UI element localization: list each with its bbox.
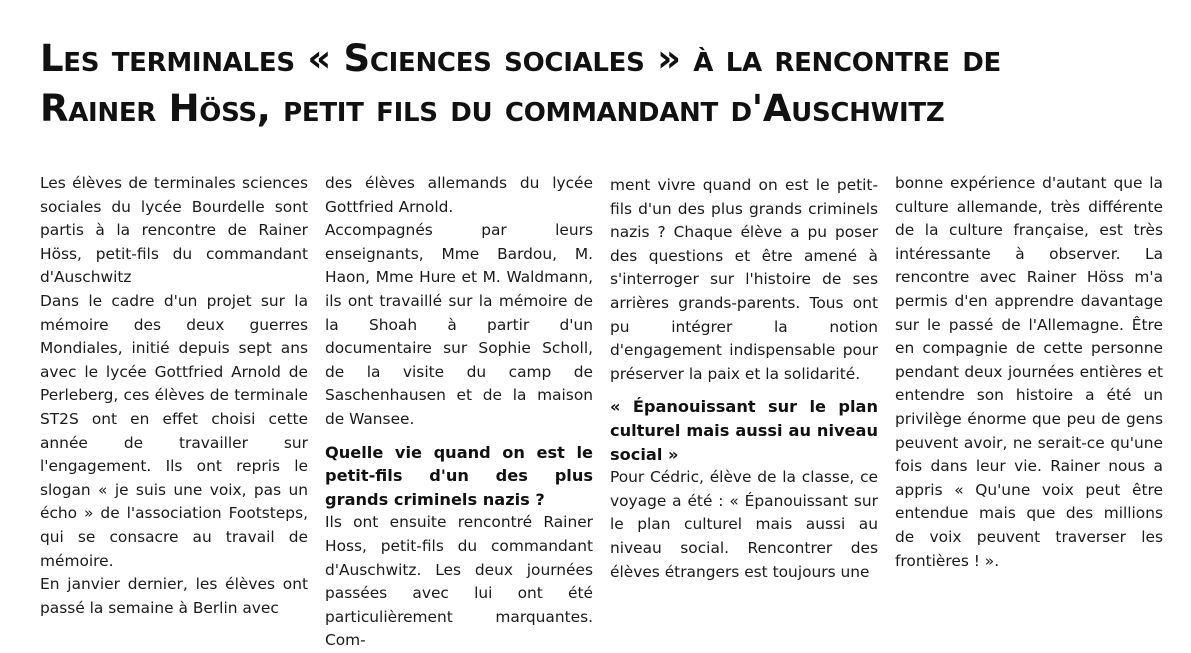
paragraph-continuation: des élèves allemands du lycée Gottfried Arnold. xyxy=(325,174,593,216)
paragraph-teachers: Accompagnés par leurs enseignants, Mme Bardou, M. Haon, Mme Hure et M. Waldmann, ils ont travaillé sur la mémoire de la Shoah à partir d'un documentaire sur Sophie Scholl, de la visite du camp de Saschenhausen et de la maison de Wansee. xyxy=(325,221,593,428)
paragraph-quote: bonne expérience d'autant que la culture allemande, très différente de la culture française, est très intéressante à observer. La rencontre avec Rainer Höss m'a permis d'en apprendre davantage sur le passé de l'Allemagne. Être en compagnie de cette personne pendant deux journées entières et entendre son histoire a été un privilège énorme que peu de gens peuvent avoir, ne serait-ce qu'une fois dans leur vie. Rainer nous a appris « Qu'une voix peut être entendue mais que des millions de voix peuvent traverser les frontières ! ». xyxy=(895,174,1163,570)
article-column-1 xyxy=(40,172,308,620)
paragraph-cedric: Pour Cédric, élève de la classe, ce voyage a été : « Épanouissant sur le plan culturel mais aussi au niveau social. Rencontrer des élèves étrangers est toujours une xyxy=(610,468,878,581)
article-column-3 xyxy=(610,174,878,584)
article-column-2 xyxy=(325,172,593,653)
headline-line-2: Rainer Höss, petit fils du commandant d'Auschwitz xyxy=(40,87,945,130)
paragraph-meeting: Ils ont ensuite rencontré Rainer Hoss, petit-fils du commandant d'Auschwitz. Les deux journées passées avec lui ont été particulièrement marquantes. Com- xyxy=(325,513,593,650)
paragraph-questions: ment vivre quand on est le petit-fils d'un des plus grands criminels nazis ? Chaque élève a pu poser des questions et être amené à s'interroger sur l'histoire de ses arrières grands-parents. Tous ont pu intégrer la notion d'engagement indispensable pour préserver la paix et la solidarité. xyxy=(610,176,878,383)
article-headline xyxy=(40,34,1170,134)
paragraph-intro: Les élèves de terminales sciences sociales du lycée Bourdelle sont partis à la rencontre de Rainer Höss, petit-fils du commandant d'Auschwitz xyxy=(40,174,308,287)
article-column-4 xyxy=(895,172,1163,573)
headline-line-1: Les terminales « Sciences sociales » à la rencontre de xyxy=(40,37,1002,80)
paragraph-berlin: En janvier dernier, les élèves ont passé la semaine à Berlin avec xyxy=(40,575,308,617)
subheading-quelle-vie: Quelle vie quand on est le petit-fils d'un des plus grands criminels nazis ? xyxy=(325,442,593,509)
subheading-epanouissant: « Épanouissant sur le plan culturel mais aussi au niveau social » xyxy=(610,397,878,464)
paragraph-project: Dans le cadre d'un projet sur la mémoire des deux guerres Mondiales, initié depuis sept ans avec le lycée Gottfried Arnold de Perleberg, ces élèves de terminale ST2S ont en effet choisi cette année de travailler sur l'engagement. Ils ont repris le slogan « je suis une voix, pas un écho » de l'association Footsteps, qui se consacre au travail de mémoire. xyxy=(40,291,308,570)
